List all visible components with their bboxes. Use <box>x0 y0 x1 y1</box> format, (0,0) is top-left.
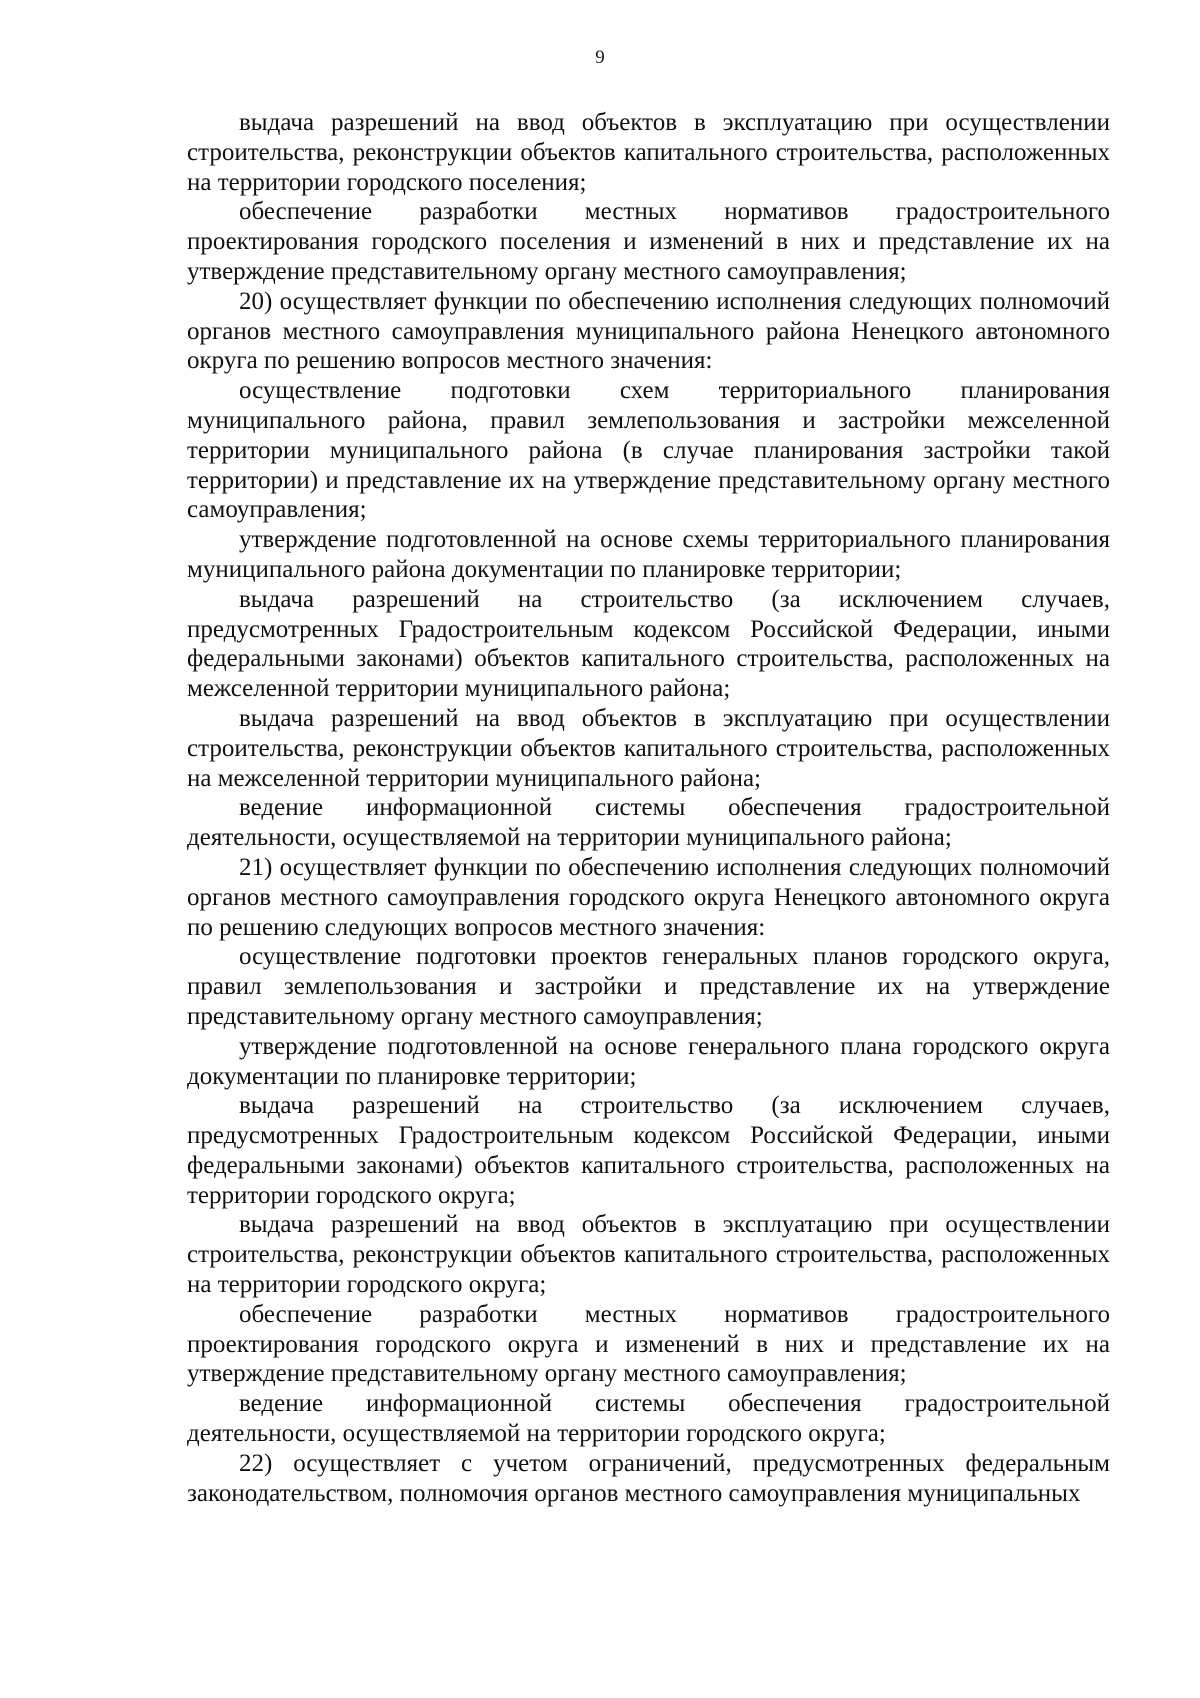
paragraph: 22) осуществляет с учетом ограничений, предусмотренных федеральным законодательством, полномочия органов местного самоуправления муниципальных <box>187 1449 1110 1507</box>
paragraph: 20) осуществляет функции по обеспечению исполнения следующих полномочий органов местного самоуправления муниципального района Ненецкого автономного округа по решению вопросов местного значения: <box>187 287 1110 375</box>
page-number: 9 <box>595 47 605 68</box>
document-body <box>187 108 1110 1508</box>
paragraph: ведение информационной системы обеспечения градостроительной деятельности, осуществляемой на территории городского округа; <box>187 1390 1110 1448</box>
paragraph: выдача разрешений на строительство (за исключением случаев, предусмотренных Градостроительным кодексом Российской Федерации, иными федеральными законами) объектов капитального строительства, расположенных на межселенной территории муниципального района; <box>187 585 1110 703</box>
paragraph: выдача разрешений на ввод объектов в эксплуатацию при осуществлении строительства, реконструкции объектов капитального строительства, расположенных на территории городского поселения; <box>187 109 1110 196</box>
paragraph: обеспечение разработки местных нормативов градостроительного проектирования городского поселения и изменений в них и представление их на утверждение представительному органу местного самоуправления; <box>187 198 1110 285</box>
paragraph: осуществление подготовки схем территориального планирования муниципального района, правил землепользования и застройки межселенной территории муниципального района (в случае планирования застройки такой территории) и представление их на утверждение представительному органу местного самоуправления; <box>187 377 1110 524</box>
paragraph: обеспечение разработки местных нормативов градостроительного проектирования городского округа и изменений в них и представление их на утверждение представительному органу местного самоуправления; <box>187 1300 1110 1388</box>
paragraph: 21) осуществляет функции по обеспечению исполнения следующих полномочий органов местного самоуправления городского округа Ненецкого автономного округа по решению следующих вопросов местного значения: <box>187 853 1110 941</box>
paragraph: утверждение подготовленной на основе схемы территориального планирования муниципального района документации по планировке территории; <box>187 526 1110 583</box>
paragraph: осуществление подготовки проектов генеральных планов городского округа, правил землепользования и застройки и представление их на утверждение представительному органу местного самоуправления; <box>187 943 1110 1030</box>
paragraph: утверждение подготовленной на основе генерального плана городского округа документации по планировке территории; <box>187 1032 1110 1090</box>
paragraph: выдача разрешений на ввод объектов в эксплуатацию при осуществлении строительства, реконструкции объектов капитального строительства, расположенных на территории городского округа; <box>187 1211 1110 1299</box>
paragraph: выдача разрешений на ввод объектов в эксплуатацию при осуществлении строительства, реконструкции объектов капитального строительства, расположенных на межселенной территории муниципального района; <box>187 704 1110 792</box>
paragraph: выдача разрешений на строительство (за исключением случаев, предусмотренных Градостроительным кодексом Российской Федерации, иными федеральными законами) объектов капитального строительства, расположенных на территории городского округа; <box>187 1092 1110 1209</box>
paragraph: ведение информационной системы обеспечения градостроительной деятельности, осуществляемой на территории муниципального района; <box>187 794 1110 852</box>
